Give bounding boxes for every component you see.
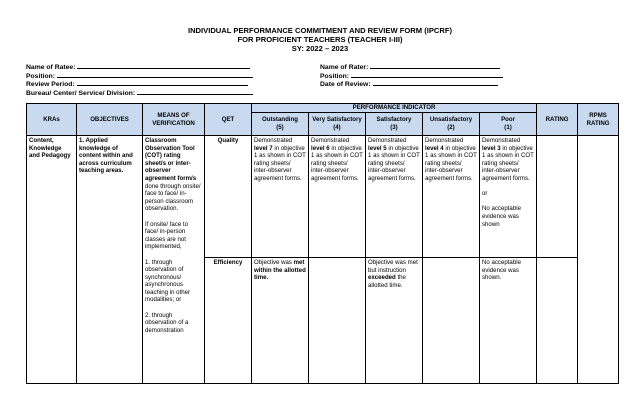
bureau-field[interactable]: [26, 88, 253, 98]
quality-o4-post: in objective 1 as shown in COT rating sheets/ inter-observer agreement forms.: [311, 144, 363, 182]
quality-o4-bold: level 6: [311, 144, 330, 152]
quality-o2-pre: Demonstrated: [425, 137, 464, 144]
quality-outstanding-cell: [252, 136, 309, 258]
outstanding-label: Outstanding: [262, 116, 298, 124]
means-rest-text: done through onsite/ face to face/ in-person classroom observation. If onsite/ face to face/ in-person classes are not implemented, 1. through observation of synchronous/ asynchronous teaching in other modalities; or 2. through observation of a demonstration: [145, 182, 201, 334]
efficiency-outstanding-cell: [252, 258, 309, 384]
efficiency-poor-cell: No acceptable evidence was shown.: [480, 258, 537, 384]
header-rating: RATING: [537, 104, 578, 136]
quality-poor-cell: [480, 136, 537, 258]
qet-efficiency: Efficiency: [205, 258, 252, 384]
qet-quality: Quality: [205, 136, 252, 258]
efficiency-unsatisfactory-cell: [423, 258, 480, 384]
form-title-line1: INDIVIDUAL PERFORMANCE COMMITMENT AND REVIEW FORM (IPCRF): [187, 26, 453, 35]
header-means: MEANS OF VERIFICATION: [143, 104, 205, 136]
quality-o4-pre: Demonstrated: [311, 137, 350, 144]
date-of-review-label: Date of Review:: [320, 81, 371, 88]
efficiency-satisfactory-cell: [366, 258, 423, 384]
means-bold-text: Classroom Observation Tool (COT) rating sheet/s or inter-observer agreement form/s: [145, 137, 197, 182]
header-unsatisfactory: [423, 113, 480, 136]
efficiency-o3-bold: exceeded: [368, 274, 396, 282]
quality-rating-cell[interactable]: [537, 136, 578, 258]
quality-unsatisfactory-cell: [423, 136, 480, 258]
efficiency-o5-bold: met within the allotted time.: [254, 259, 306, 282]
satisfactory-label: Satisfactory: [376, 116, 412, 124]
quality-o3-pre: Demonstrated: [368, 137, 407, 144]
quality-o2-bold: level 4: [425, 144, 444, 152]
quality-o2-post: in objective 1 as shown in COT rating sheets/ inter-observer agreement forms.: [425, 144, 477, 182]
poor-label: Poor: [501, 116, 515, 124]
header-objectives: OBJECTIVES: [77, 104, 143, 136]
efficiency-very-satisfactory-cell: [309, 258, 366, 384]
quality-very-satisfactory-cell: [309, 136, 366, 258]
efficiency-o3-pre: Objective was met but instruction: [368, 259, 418, 274]
form-title-line2: FOR PROFICIENT TEACHERS (TEACHER I-III): [237, 35, 403, 44]
quality-o3-bold: level 5: [368, 144, 387, 152]
rater-label: Name of Rater:: [320, 64, 369, 71]
header-poor: [480, 113, 537, 136]
header-kras: KRAs: [27, 104, 77, 136]
poor-number: (1): [504, 124, 512, 131]
quality-o3-post: in objective 1 as shown in COT rating sheets/ inter-observer agreement forms.: [368, 144, 420, 182]
bureau-line: [137, 88, 253, 95]
header-qet: QET: [205, 104, 252, 136]
header-rpms-rating: RPMS RATING: [578, 104, 619, 136]
ratee-label: Name of Ratee:: [26, 64, 76, 71]
form-title-line3: SY: 2022 – 2023: [291, 44, 349, 53]
efficiency-o5-pre: Objective was: [254, 259, 294, 266]
position-line-left: [57, 71, 253, 78]
position-label-left: Position:: [26, 73, 56, 80]
objective-cell: 1. Applied knowledge of content within and across curriculum teaching areas.: [77, 136, 143, 384]
header-very-satisfactory: [309, 113, 366, 136]
bureau-label: Bureau/ Center/ Service/ Division:: [26, 90, 136, 97]
ipcrf-table: [26, 103, 619, 384]
header-satisfactory: [366, 113, 423, 136]
unsatisfactory-number: (2): [447, 124, 455, 131]
very-satisfactory-number: (4): [333, 124, 341, 131]
review-period-line: [77, 79, 248, 86]
quality-o1-post: in objective 1 as shown in COT rating sheets/ inter-observer agreement forms. or No acceptable evidence was shown: [482, 144, 534, 228]
means-cell: [143, 136, 205, 384]
very-satisfactory-label: Very Satisfactory: [312, 116, 362, 124]
efficiency-rating-cell[interactable]: [537, 258, 578, 384]
header-outstanding: [252, 113, 309, 136]
position-line-right: [351, 71, 503, 78]
quality-satisfactory-cell: [366, 136, 423, 258]
quality-o1-bold: level 3: [482, 144, 501, 152]
quality-o5-bold: level 7: [254, 144, 273, 152]
rpms-rating-cell[interactable]: [578, 136, 619, 384]
quality-o1-pre: Demonstrated: [482, 137, 521, 144]
quality-o5-pre: Demonstrated: [254, 137, 293, 144]
review-period-label: Review Period:: [26, 81, 75, 88]
date-of-review-field[interactable]: [320, 79, 498, 89]
date-of-review-line: [373, 79, 498, 86]
efficiency-o3-post: the allotted time.: [368, 274, 406, 289]
ratee-line: [77, 62, 250, 69]
position-label-right: Position:: [320, 73, 350, 80]
kra-cell: Content, Knowledge and Pedagogy: [27, 136, 77, 384]
header-performance-indicator: PERFORMANCE INDICATOR: [252, 104, 537, 113]
satisfactory-number: (3): [390, 124, 398, 131]
quality-o5-post: in objective 1 as shown in COT rating sheets/ inter-observer agreement forms.: [254, 144, 306, 182]
unsatisfactory-label: Unsatisfactory: [429, 116, 473, 124]
rater-line: [370, 62, 500, 69]
outstanding-number: (5): [276, 124, 284, 131]
